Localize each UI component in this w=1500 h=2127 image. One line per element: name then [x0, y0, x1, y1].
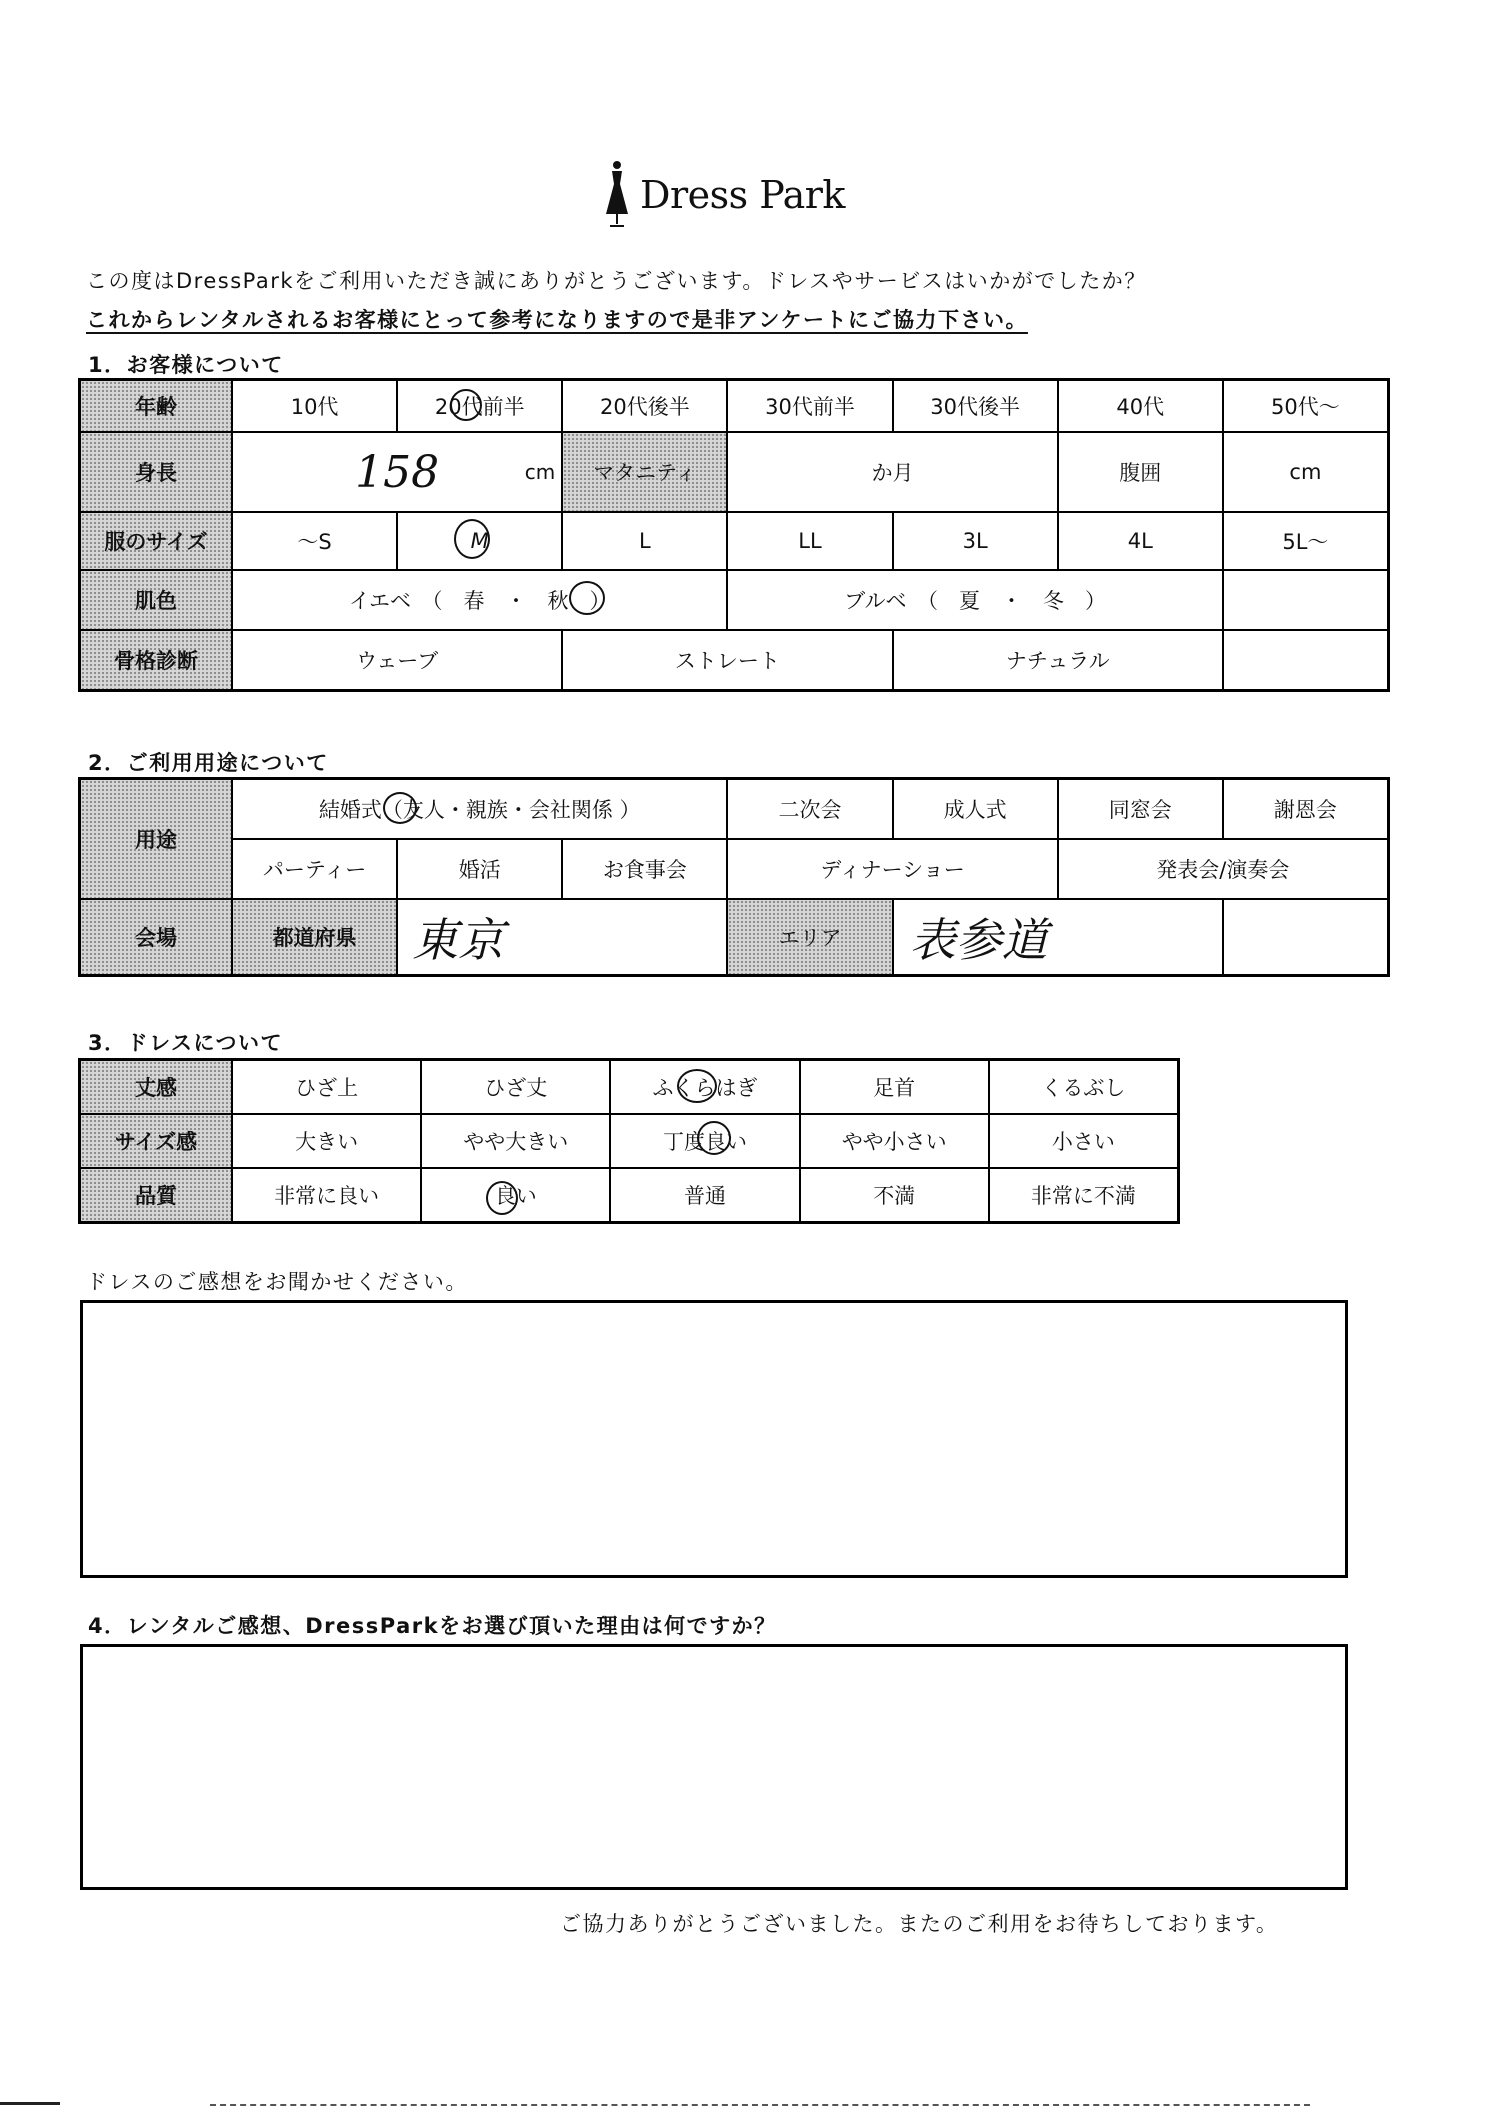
length-option-calf[interactable]	[611, 1061, 798, 1113]
skeleton-option-natural[interactable]: ナチュラル	[894, 631, 1222, 689]
purpose-dinner-show[interactable]: ディナーショー	[728, 840, 1056, 898]
selection-circle	[383, 792, 417, 824]
quality-option-good[interactable]	[422, 1169, 609, 1221]
purpose-reunion[interactable]: 同窓会	[1059, 780, 1222, 838]
fit-label: サイズ感	[81, 1115, 231, 1167]
age-option-40s[interactable]: 40代	[1059, 381, 1222, 431]
scan-edge-line	[210, 2104, 1310, 2106]
skin-empty	[1224, 571, 1387, 629]
area-field[interactable]	[894, 900, 1222, 974]
skeleton-empty	[1224, 631, 1387, 689]
quality-option-poor[interactable]: 不満	[801, 1169, 988, 1221]
size-option-m-label: M	[470, 529, 489, 553]
size-option-m[interactable]	[398, 513, 561, 569]
size-option-3l[interactable]: 3L	[894, 513, 1057, 569]
area-label: エリア	[728, 900, 891, 974]
purpose-party[interactable]: パーティー	[233, 840, 396, 898]
purpose-recital[interactable]: 発表会/演奏会	[1059, 840, 1387, 898]
venue-label: 会場	[81, 900, 231, 974]
fit-option-small[interactable]: 小さい	[990, 1115, 1177, 1167]
quality-label: 品質	[81, 1169, 231, 1221]
reason-textarea[interactable]	[80, 1644, 1348, 1890]
quality-option-very-good[interactable]: 非常に良い	[233, 1169, 420, 1221]
scan-edge-mark	[0, 2102, 60, 2105]
purpose-label: 用途	[81, 780, 231, 898]
skeleton-label: 骨格診断	[81, 631, 231, 689]
selection-circle	[454, 519, 490, 559]
venue-empty	[1224, 900, 1387, 974]
length-option-anklebone[interactable]: くるぶし	[990, 1061, 1177, 1113]
skin-label: 肌色	[81, 571, 231, 629]
customer-table	[78, 378, 1390, 692]
section3-title: 3．ドレスについて	[88, 1031, 284, 1055]
purpose-konkatsu[interactable]: 婚活	[398, 840, 561, 898]
size-label: 服のサイズ	[81, 513, 231, 569]
quality-option-very-poor[interactable]: 非常に不満	[990, 1169, 1177, 1221]
prefecture-label: 都道府県	[233, 900, 396, 974]
quality-option-good-label: 良い	[494, 1184, 537, 1208]
age-option-late-20s[interactable]: 20代後半	[563, 381, 726, 431]
size-option-s[interactable]: ～S	[233, 513, 396, 569]
age-option-early-20s[interactable]	[398, 381, 561, 431]
purpose-wedding-label: 結婚式（友人・親族・会社関係 ）	[318, 798, 641, 822]
length-option-knee[interactable]: ひざ丈	[422, 1061, 609, 1113]
age-option-late-30s[interactable]: 30代後半	[894, 381, 1057, 431]
selection-circle	[486, 1181, 518, 1215]
age-label: 年齢	[81, 381, 231, 431]
height-value: 158	[355, 446, 440, 498]
fit-option-just-right-label: 丁度良い	[662, 1130, 747, 1154]
length-label: 丈感	[81, 1061, 231, 1113]
height-label: 身長	[81, 433, 231, 511]
purpose-wedding[interactable]	[233, 780, 726, 838]
age-option-10s[interactable]: 10代	[233, 381, 396, 431]
skin-blue-option[interactable]: ブルベ （ 夏 ・ 冬 ）	[728, 571, 1221, 629]
fit-option-large[interactable]: 大きい	[233, 1115, 420, 1167]
section1-title: 1．お客様について	[88, 353, 284, 377]
impression-textarea[interactable]	[80, 1300, 1348, 1578]
fit-option-slightly-large[interactable]: やや大きい	[422, 1115, 609, 1167]
fit-option-just-right[interactable]	[611, 1115, 798, 1167]
purpose-thanks-party[interactable]: 謝恩会	[1224, 780, 1387, 838]
dress-icon	[600, 160, 634, 230]
size-option-ll[interactable]: LL	[728, 513, 891, 569]
waist-field[interactable]	[1224, 433, 1387, 511]
dress-table	[78, 1058, 1180, 1224]
waist-label: 腹囲	[1059, 433, 1222, 511]
prefecture-value: 東京	[412, 913, 505, 967]
intro-line-1: この度はDressParkをご利用いただき誠にありがとうございます。ドレスやサービスはいかがでしたか？	[86, 269, 1147, 293]
skeleton-option-wave[interactable]: ウェーブ	[233, 631, 561, 689]
maternity-months-field[interactable]	[728, 433, 1056, 511]
size-option-l[interactable]: L	[563, 513, 726, 569]
maternity-label: マタニティ	[563, 433, 726, 511]
section4-title: 4．レンタルご感想、DressParkをお選び頂いた理由は何ですか？	[88, 1614, 777, 1638]
size-option-4l[interactable]: 4L	[1059, 513, 1222, 569]
prefecture-field[interactable]	[398, 900, 726, 974]
impression-prompt: ドレスのご感想をお聞かせください。	[86, 1270, 468, 1294]
brand-name: Dress Park	[640, 173, 845, 217]
skin-yellow-option[interactable]	[233, 571, 726, 629]
skin-yellow-label: イエベ （ 春 ・ 秋 ）	[348, 589, 611, 613]
quality-option-average[interactable]: 普通	[611, 1169, 798, 1221]
purpose-coming-of-age[interactable]: 成人式	[894, 780, 1057, 838]
height-unit: cm	[524, 460, 556, 484]
intro-line-2: これからレンタルされるお客様にとって参考になりますので是非アンケートにご協力下さい。	[86, 308, 1028, 332]
skeleton-option-straight[interactable]: ストレート	[563, 631, 891, 689]
purpose-table	[78, 777, 1390, 977]
footer-thanks: ご協力ありがとうございました。またのご利用をお待ちしております。	[560, 1912, 1279, 1936]
length-option-ankle[interactable]: 足首	[801, 1061, 988, 1113]
size-option-5l[interactable]: 5L～	[1224, 513, 1387, 569]
length-option-above-knee[interactable]: ひざ上	[233, 1061, 420, 1113]
area-value: 表参道	[909, 913, 1048, 967]
dresspark-logo	[600, 160, 845, 230]
length-option-calf-label: ふくらはぎ	[652, 1076, 758, 1100]
purpose-after-party[interactable]: 二次会	[728, 780, 891, 838]
months-label: か月	[871, 461, 914, 485]
waist-unit: cm	[1289, 460, 1322, 484]
selection-circle	[450, 389, 482, 421]
height-field[interactable]	[233, 433, 561, 511]
purpose-dinner[interactable]: お食事会	[563, 840, 726, 898]
age-option-50s[interactable]: 50代～	[1224, 381, 1387, 431]
age-option-early-30s[interactable]: 30代前半	[728, 381, 891, 431]
section2-title: 2．ご利用用途について	[88, 751, 329, 775]
fit-option-slightly-small[interactable]: やや小さい	[801, 1115, 988, 1167]
age-option-early-20s-label: 20代前半	[434, 395, 525, 419]
selection-circle	[569, 581, 605, 615]
